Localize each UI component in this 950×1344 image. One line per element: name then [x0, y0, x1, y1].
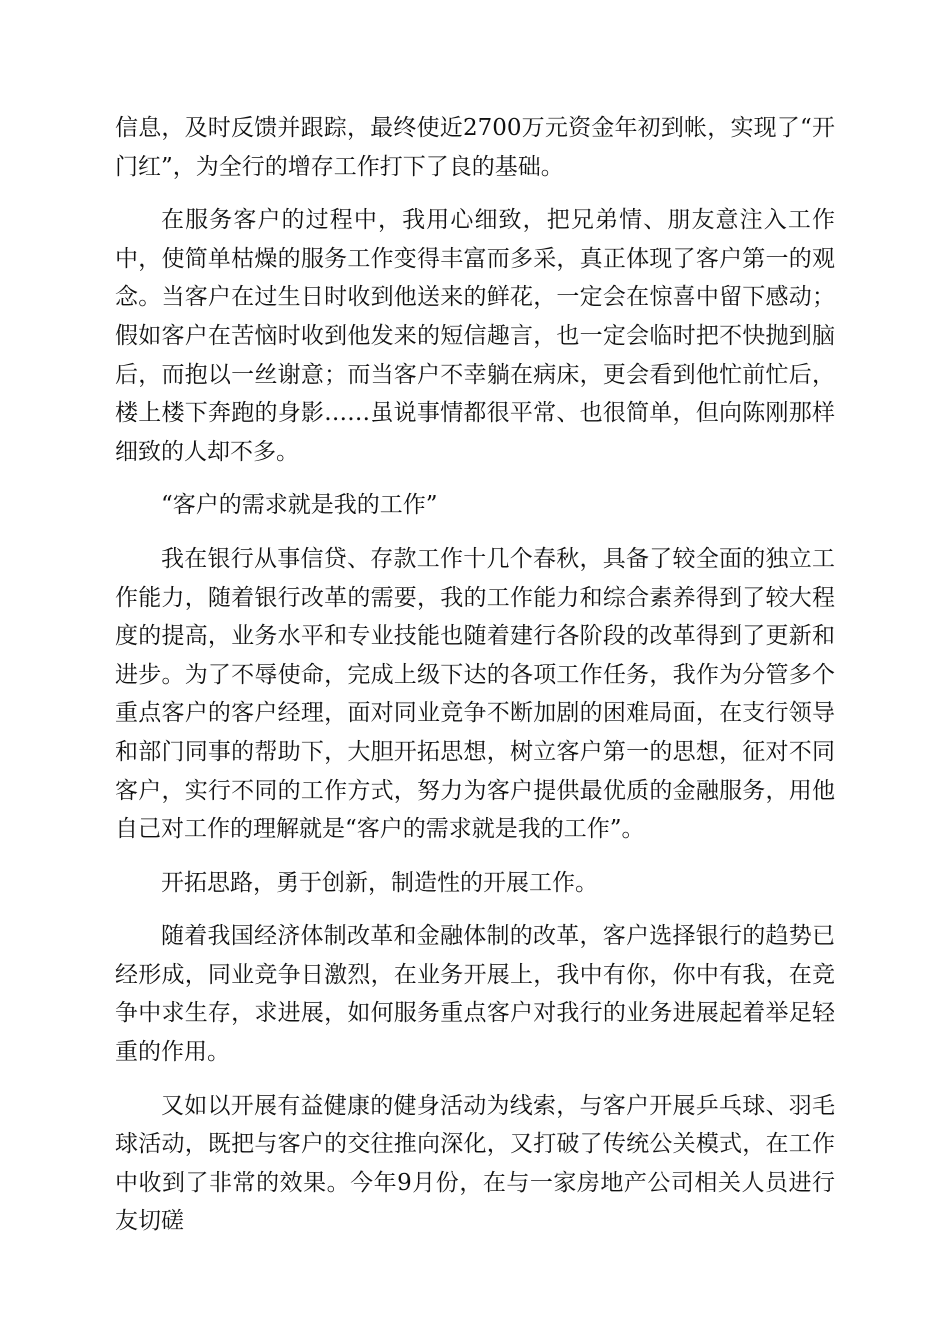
paragraph-4: 随着我国经济体制改革和金融体制的改革，客户选择银行的趋势已经形成，同业竞争日激烈，在业务开展上，我中有你，你中有我，在竞争中求生存，求进展，如何服务重点客户对我行的业务进展起着举足轻重的作用。 — [115, 923, 835, 1066]
section-heading-customer-needs: “客户的需求就是我的工作” — [161, 492, 438, 519]
document-page — [115, 109, 835, 1256]
paragraph-3: 我在银行从事信贷、存款工作十几个春秋，具备了较全面的独立工作能力，随着银行改革的需要，我的工作能力和综合素养得到了较大程度的提高，业务水平和专业技能也随着建行各阶段的改革得到了更新和进步。为了不辱使命，完成上级下达的各项工作任务，我作为分管多个重点客户的客户经理，面对同业竞争不断加剧的困难局面，在支行领导和部门同事的帮助下，大胆开拓思想，树立客户第一的思想，征对不同客户，实行不同的工作方式，努力为客户提供最优质的金融服务，用他自己对工作的理解就是“客户的需求就是我的工作”。 — [115, 545, 835, 843]
paragraph-1: 信息，及时反馈并跟踪，最终使近2700万元资金年初到帐，实现了“开门红”，为全行的增存工作打下了良的基础。 — [115, 115, 835, 180]
paragraph-5: 又如以开展有益健康的健身活动为线索，与客户开展乒乓球、羽毛球活动，既把与客户的交往推向深化，又打破了传统公关模式，在工作中收到了非常的效果。今年9月份，在与一家房地产公司相关人员进行友切磋 — [115, 1092, 835, 1235]
paragraph-2: 在服务客户的过程中，我用心细致，把兄弟情、朋友意注入工作中，使简单枯燥的服务工作变得丰富而多采，真正体现了客户第一的观念。当客户在过生日时收到他送来的鲜花，一定会在惊喜中留下感动；假如客户在苦恼时收到他发来的短信趣言，也一定会临时把不快抛到脑后，而抱以一丝谢意；而当客户不幸躺在病床，更会看到他忙前忙后，楼上楼下奔跑的身影……虽说事情都很平常、也很简单，但向陈刚那样细致的人却不多。 — [115, 207, 835, 465]
section-heading-innovation: 开拓思路，勇于创新，制造性的开展工作。 — [161, 869, 598, 896]
